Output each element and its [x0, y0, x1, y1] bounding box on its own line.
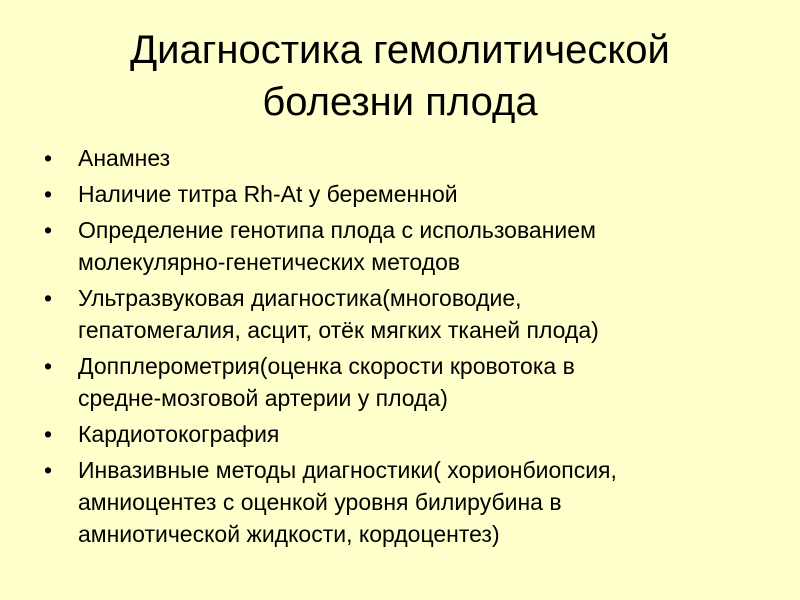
- bullet-dot-icon: •: [44, 353, 53, 379]
- bullet-item-ctg: [44, 418, 764, 450]
- bullet-text-line-1: Определение генотипа плода с использованием: [78, 217, 596, 243]
- bullet-text-line-2: гепатомегалия, асцит, отёк мягких тканей плода): [78, 317, 599, 343]
- bullet-dot-icon: •: [44, 217, 53, 243]
- bullet-item-invasive: [44, 454, 764, 550]
- bullet-dot-icon: •: [44, 145, 53, 171]
- slide-title-line-1: Диагностика гемолитической: [130, 28, 670, 72]
- bullet-text-line-2: средне-мозговой артерии у плода): [78, 385, 448, 411]
- bullet-item-ultrasound: [44, 282, 764, 346]
- bullet-text: Наличие титра Rh-At у беременной: [78, 181, 458, 207]
- slide-title: [60, 24, 740, 128]
- bullet-text: Кардиотокография: [78, 421, 280, 447]
- bullet-text-line-1: Ультразвуковая диагностика(многоводие,: [78, 285, 522, 311]
- bullet-text-line-2: амниоцентез с оценкой уровня билирубина в: [78, 489, 562, 515]
- bullet-dot-icon: •: [44, 181, 53, 207]
- bullet-text-line-3: амниотической жидкости, кордоцентез): [78, 521, 500, 547]
- bullet-dot-icon: •: [44, 457, 53, 483]
- bullet-item-rh-titer: [44, 178, 764, 210]
- bullet-item-doppler: [44, 350, 764, 414]
- bullet-item-anamnesis: [44, 142, 764, 174]
- bullet-text-line-2: молекулярно-генетических методов: [78, 249, 461, 275]
- bullet-text: Анамнез: [78, 145, 171, 171]
- bullet-list: [44, 142, 764, 554]
- bullet-text-line-1: Инвазивные методы диагностики( хорионбиопсия,: [78, 457, 617, 483]
- bullet-dot-icon: •: [44, 421, 53, 447]
- bullet-dot-icon: •: [44, 285, 53, 311]
- slide-title-line-2: болезни плода: [262, 80, 538, 124]
- bullet-item-genotype: [44, 214, 764, 278]
- bullet-text-line-1: Допплерометрия(оценка скорости кровотока в: [78, 353, 575, 379]
